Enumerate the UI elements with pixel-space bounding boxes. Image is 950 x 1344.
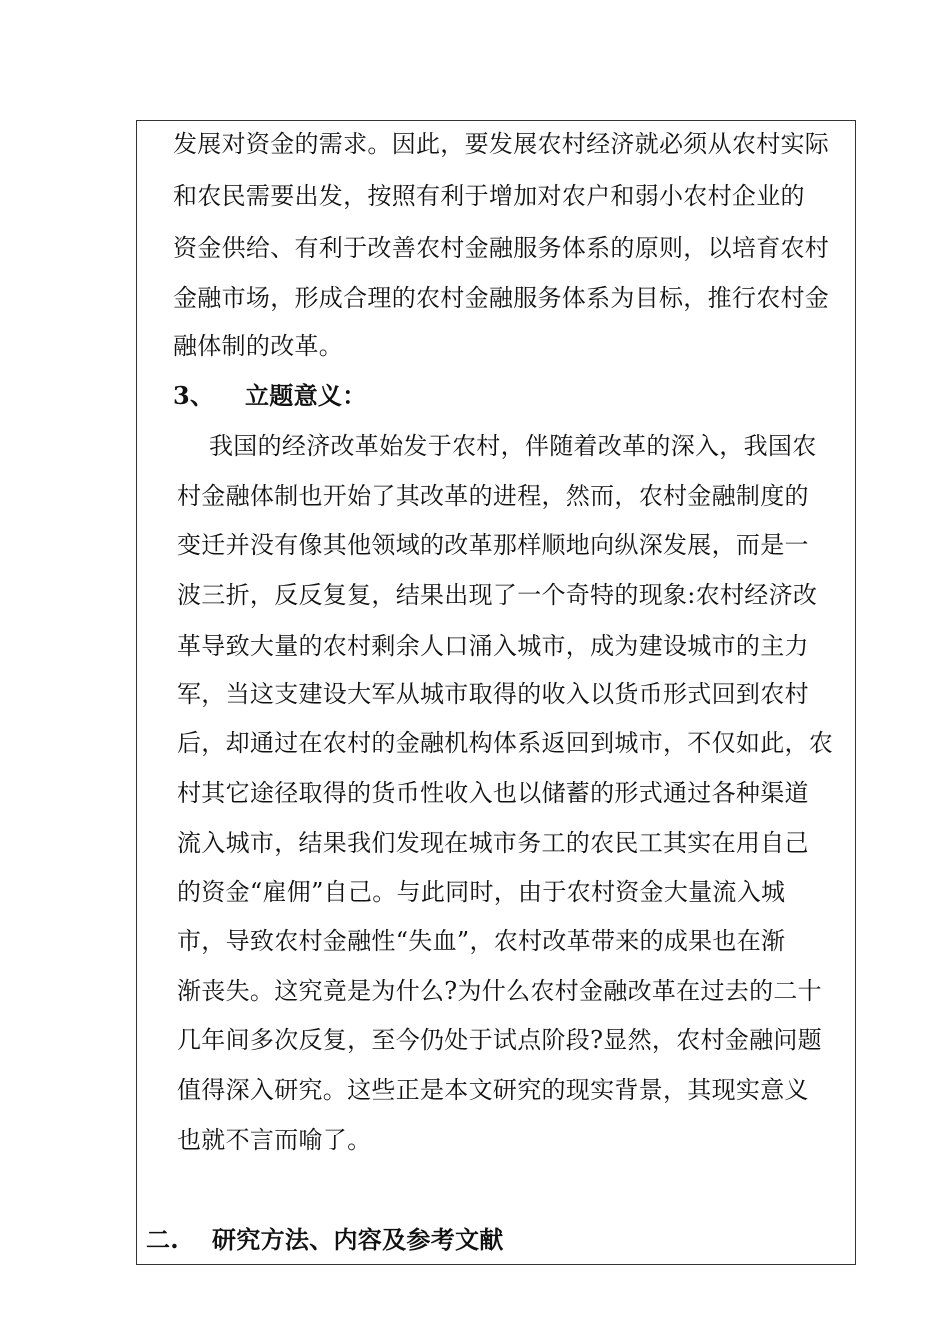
paragraph-line: 金融市场，形成合理的农村金融服务体系为目标，推行农村金 — [173, 284, 830, 312]
paragraph-line: 波三折，反反复复，结果出现了一个奇特的现象:农村经济改 — [177, 581, 818, 609]
heading-title: 立题意义： — [245, 381, 367, 410]
paragraph-line: 值得深入研究。这些正是本文研究的现实背景，其现实意义 — [177, 1076, 809, 1104]
paragraph-line: 和农民需要出发，按照有利于增加对农户和弱小农村企业的 — [173, 182, 805, 210]
paragraph-line: 变迁并没有像其他领域的改革那样顺地向纵深发展，而是一 — [177, 531, 809, 559]
paragraph-line: 村其它途径取得的货币性收入也以储蓄的形式通过各种渠道 — [177, 779, 809, 807]
paragraph-line: 资金供给、有利于改善农村金融服务体系的原则，以培育农村 — [173, 234, 830, 262]
paragraph-line: 市，导致农村金融性“失血”，农村改革带来的成果也在渐 — [177, 927, 786, 955]
paragraph-line: 军，当这支建设大军从城市取得的收入以货币形式回到农村 — [177, 680, 809, 708]
paragraph-line: 革导致大量的农村剩余人口涌入城市，成为建设城市的主力 — [177, 632, 809, 660]
heading-title: 研究方法、内容及参考文献 — [212, 1225, 504, 1254]
paragraph-line: 渐丧失。这究竟是为什么?为什么农村金融改革在过去的二十 — [177, 977, 822, 1005]
heading-number: 二. — [146, 1225, 179, 1254]
paragraph-line: 流入城市，结果我们发现在城市务工的农民工其实在用自己 — [177, 829, 809, 857]
paragraph-line: 我国的经济改革始发于农村，伴随着改革的深入，我国农 — [209, 432, 817, 460]
paragraph-line: 几年间多次反复，至今仍处于试点阶段?显然，农村金融问题 — [177, 1026, 822, 1054]
section-heading-3 — [173, 380, 367, 412]
paragraph-line: 后，却通过在农村的金融机构体系返回到城市，不仅如此，农 — [177, 729, 834, 757]
paragraph-line: 发展对资金的需求。因此，要发展农村经济就必须从农村实际 — [173, 130, 830, 158]
paragraph-line: 的资金“雇佣”自己。与此同时，由于农村资金大量流入城 — [177, 878, 786, 906]
paragraph-line: 也就不言而喻了。 — [177, 1126, 372, 1154]
paragraph-line: 融体制的改革。 — [173, 332, 344, 360]
section-heading-2 — [146, 1224, 504, 1256]
heading-number: 3、 — [173, 381, 215, 410]
paragraph-line: 村金融体制也开始了其改革的进程，然而，农村金融制度的 — [177, 482, 809, 510]
